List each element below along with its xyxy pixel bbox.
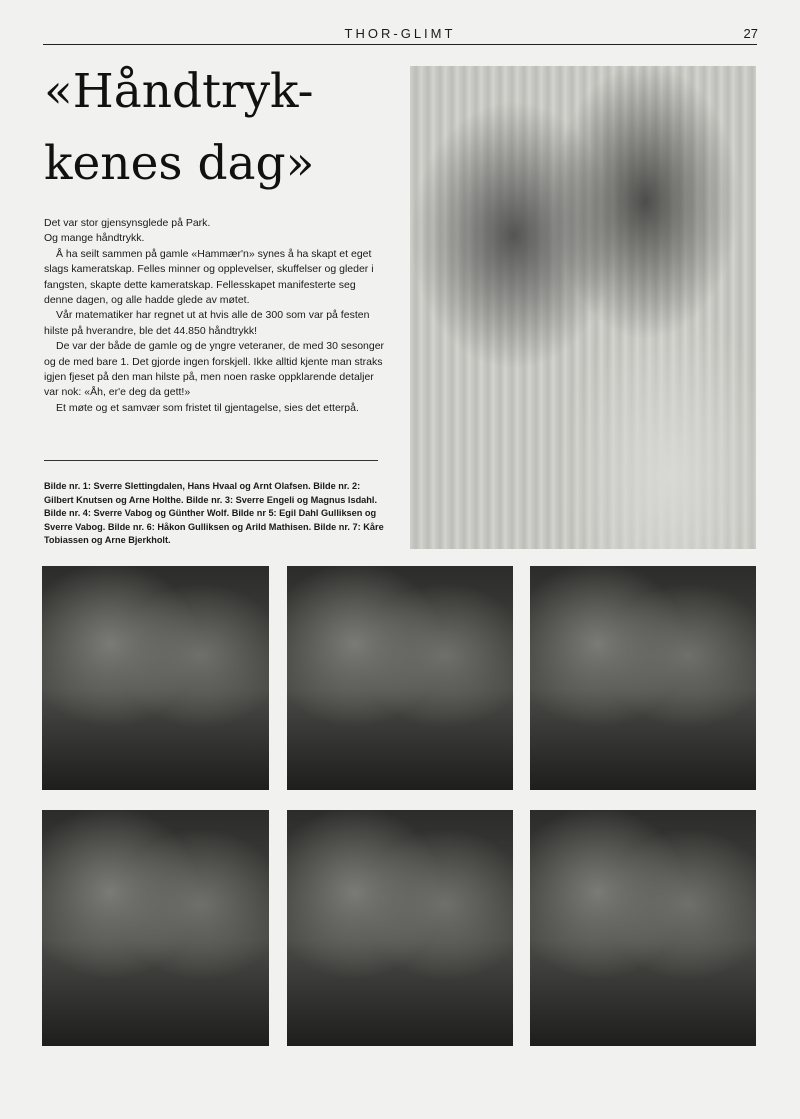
photo-7 [530, 810, 756, 1046]
headline-line-2: kenes dag» [44, 136, 315, 191]
body-paragraph-6: Et møte og et samvær som fristet til gjentagelse, sies det etterpå. [56, 401, 359, 414]
photo-5 [42, 810, 269, 1046]
page-number: 27 [743, 26, 758, 41]
header-rule [43, 44, 757, 45]
photo-2 [42, 566, 269, 790]
text-divider-rule [44, 460, 378, 461]
photo-3 [287, 566, 513, 790]
photo-captions: Bilde nr. 1: Sverre Slettingdalen, Hans Hvaal og Arnt Olafsen. Bilde nr. 2: Gilbert Knutsen og Arne Holthe. Bilde nr. 3: Sverre Engeli og Magnus Isdahl. Bilde nr. 4: Sverre Vabog og Günther Wolf. Bilde nr 5: Egil Dahl Gulliksen og Sverre Vabog. Bilde nr. 6: Håkon Gulliksen og Arild Mathisen. Bilde nr. 7: Kåre Tobiassen og Arne Bjerkholt. [44, 481, 384, 546]
article-body [44, 216, 386, 416]
body-paragraph-1: Det var stor gjensynsglede på Park. [44, 217, 211, 229]
body-paragraph-5: De var der både de gamle og de yngre veteraner, de med 30 sesonger og de med bare 1. Det gjorde ingen forskjell. Ikke alltid kjente man straks igjen fjeset på den man hilste på, men noen raske oppklarende detaljer var nok: «Åh, er'e deg da gett!» [44, 340, 385, 399]
photo-4 [530, 566, 756, 790]
article-headline [44, 56, 404, 200]
page-header-title: THOR-GLIMT [344, 26, 456, 41]
body-paragraph-4: Vår matematiker har regnet ut at hvis alle de 300 som var på festen hilste på hverandre, ble det 44.850 håndtrykk! [44, 309, 370, 337]
photo-6 [287, 810, 513, 1046]
photo-1-main [410, 66, 756, 549]
headline-line-1: «Håndtryk- [44, 64, 314, 119]
body-paragraph-3: Å ha seilt sammen på gamle «Hammær'n» synes å ha skapt et eget slags kameratskap. Felles minner og opplevelser, skuffelser og gleder i fangsten, skapte dette kameratskap. Fellesskapet manifesterte seg denne dagen, og alle hadde glede av møtet. [44, 247, 374, 307]
body-paragraph-2: Og mange håndtrykk. [44, 232, 145, 245]
